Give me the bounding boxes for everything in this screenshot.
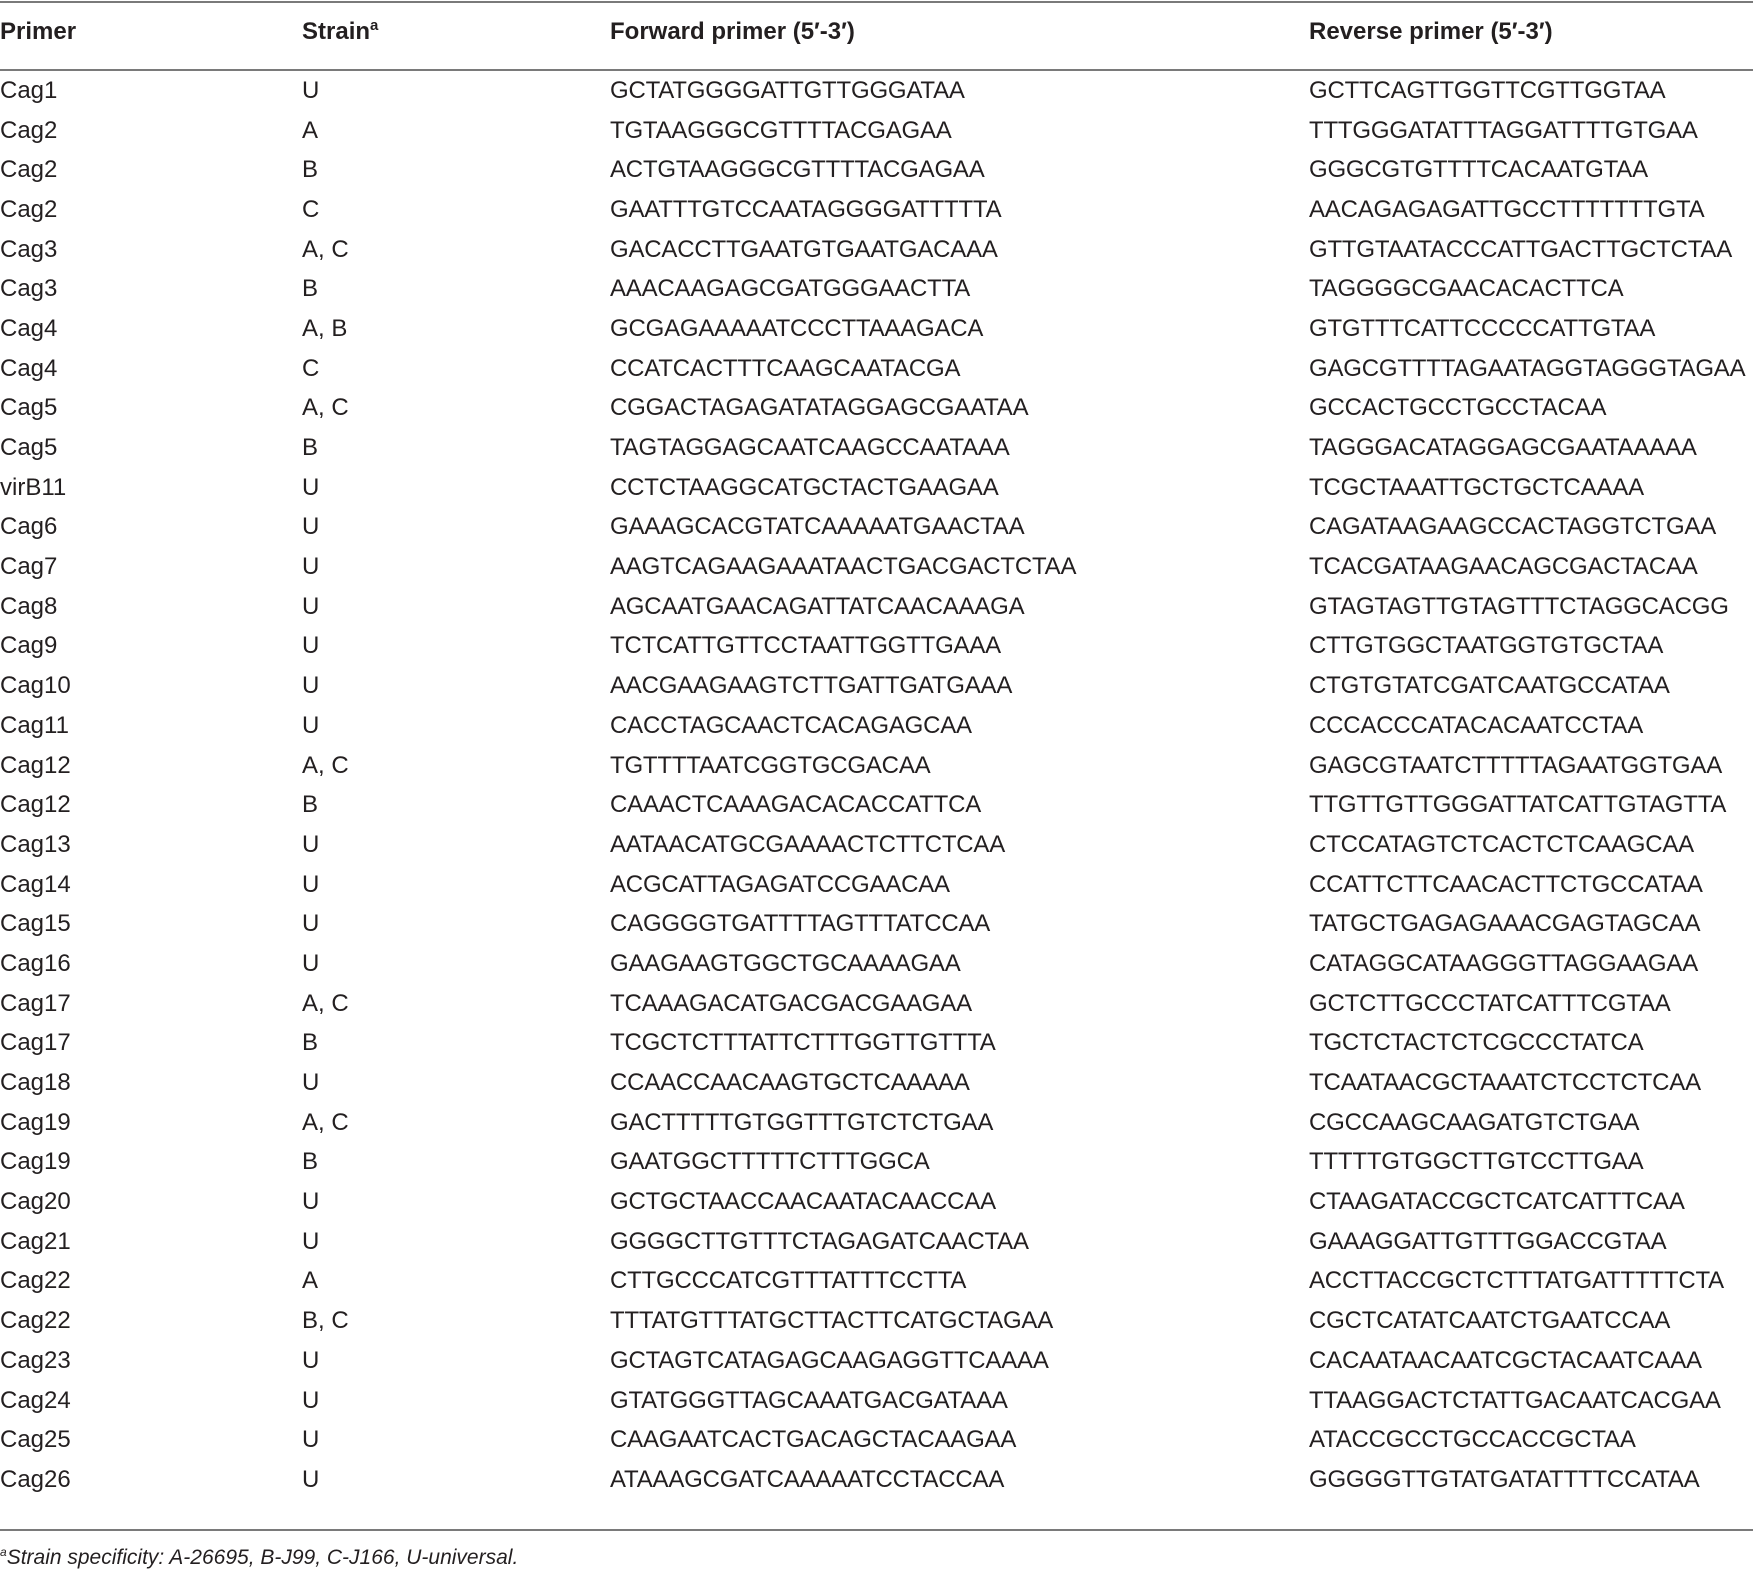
cell-primer: Cag22	[0, 1307, 71, 1335]
table-row	[0, 190, 1753, 230]
cell-primer: Cag4	[0, 354, 58, 382]
cell-forward-primer: GTATGGGTTAGCAAATGACGATAAA	[610, 1386, 1008, 1414]
cell-forward-primer: CTTGCCCATCGTTTATTTCCTTA	[610, 1267, 967, 1295]
cell-strain: U	[302, 513, 320, 541]
cell-forward-primer: TCGCTCTTTATTCTTTGGTTGTTTA	[610, 1029, 996, 1057]
cell-forward-primer: TGTTTTAATCGGTGCGACAA	[610, 751, 931, 779]
cell-reverse-primer: TTAAGGACTCTATTGACAATCACGAA	[1309, 1386, 1721, 1414]
cell-reverse-primer: CGCTCATATCAATCTGAATCCAA	[1309, 1307, 1671, 1335]
cell-strain: B	[302, 156, 319, 184]
table-row	[0, 1063, 1753, 1103]
header-primer: Primer	[0, 18, 77, 45]
table-row	[0, 468, 1753, 508]
cell-reverse-primer: AACAGAGAGATTGCCTTTTTTTGTA	[1309, 195, 1705, 223]
cell-reverse-primer: ATACCGCCTGCCACCGCTAA	[1309, 1426, 1636, 1454]
cell-primer: Cag5	[0, 394, 58, 422]
cell-primer: Cag26	[0, 1465, 71, 1493]
cell-primer: Cag19	[0, 1108, 71, 1136]
cell-forward-primer: CCTCTAAGGCATGCTACTGAAGAA	[610, 473, 999, 501]
cell-reverse-primer: TTGTTGTTGGGATTATCATTGTAGTTA	[1309, 791, 1727, 819]
cell-forward-primer: AACGAAGAAGTCTTGATTGATGAAA	[610, 672, 1013, 700]
table-row	[0, 1341, 1753, 1381]
cell-strain: B	[302, 275, 319, 303]
cell-forward-primer: TGTAAGGGCGTTTTACGAGAA	[610, 116, 952, 144]
cell-primer: Cag7	[0, 553, 58, 581]
cell-strain: B	[302, 1148, 319, 1176]
footnote-text: Strain specificity: A-26695, B-J99, C-J166, U-universal.	[6, 1546, 519, 1569]
cell-forward-primer: TAGTAGGAGCAATCAAGCCAATAAA	[610, 434, 1010, 462]
cell-reverse-primer: CCCACCCATACACAATCCTAA	[1309, 711, 1644, 739]
cell-strain: U	[302, 870, 320, 898]
cell-reverse-primer: CTAAGATACCGCTCATCATTTCAA	[1309, 1188, 1685, 1216]
cell-reverse-primer: GGGGGTTGTATGATATTTTCCATAA	[1309, 1465, 1700, 1493]
table-bottom-rule	[0, 1529, 1753, 1531]
table-row	[0, 706, 1753, 746]
cell-forward-primer: GACACCTTGAATGTGAATGACAAA	[610, 235, 998, 263]
table-row	[0, 1024, 1753, 1064]
table-row	[0, 746, 1753, 786]
table-row	[0, 785, 1753, 825]
cell-primer: Cag14	[0, 870, 71, 898]
table-row	[0, 1460, 1753, 1500]
table-row	[0, 1301, 1753, 1341]
cell-primer: Cag1	[0, 76, 58, 104]
cell-strain: U	[302, 1426, 320, 1454]
table-row	[0, 1222, 1753, 1262]
cell-forward-primer: TCAAAGACATGACGACGAAGAA	[610, 989, 972, 1017]
cell-reverse-primer: GAGCGTTTTAGAATAGGTAGGGTAGAA	[1309, 354, 1746, 382]
table-row	[0, 984, 1753, 1024]
cell-strain: U	[302, 1069, 320, 1097]
cell-reverse-primer: GTGTTTCATTCCCCCATTGTAA	[1309, 314, 1656, 342]
cell-strain: B	[302, 434, 319, 462]
footnote-marker: a	[0, 1545, 7, 1559]
cell-primer: Cag11	[0, 711, 69, 739]
cell-forward-primer: AGCAATGAACAGATTATCAACAAAGA	[610, 592, 1025, 620]
header-forward-primer: Forward primer (5′-3′)	[610, 18, 855, 45]
table-row	[0, 627, 1753, 667]
cell-forward-primer: ATAAAGCGATCAAAAATCCTACCAA	[610, 1465, 1005, 1493]
cell-reverse-primer: CACAATAACAATCGCTACAATCAAA	[1309, 1346, 1702, 1374]
cell-primer: Cag22	[0, 1267, 71, 1295]
cell-reverse-primer: GTTGTAATACCCATTGACTTGCTCTAA	[1309, 235, 1733, 263]
cell-strain: A, C	[302, 394, 349, 422]
cell-forward-primer: GGGGCTTGTTTCTAGAGATCAACTAA	[610, 1227, 1029, 1255]
cell-strain: U	[302, 1386, 320, 1414]
table-row	[0, 150, 1753, 190]
cell-reverse-primer: TCGCTAAATTGCTGCTCAAAA	[1309, 473, 1644, 501]
cell-reverse-primer: TTTTTGTGGCTTGTCCTTGAA	[1309, 1148, 1644, 1176]
cell-primer: Cag4	[0, 314, 58, 342]
cell-strain: C	[302, 195, 320, 223]
table-row	[0, 944, 1753, 984]
cell-forward-primer: ACGCATTAGAGATCCGAACAA	[610, 870, 950, 898]
table-row	[0, 428, 1753, 468]
cell-strain: U	[302, 1465, 320, 1493]
table-row	[0, 1143, 1753, 1183]
cell-reverse-primer: GCTCTTGCCCTATCATTTCGTAA	[1309, 989, 1671, 1017]
header-reverse-primer: Reverse primer (5′-3′)	[1309, 18, 1553, 45]
cell-reverse-primer: CATAGGCATAAGGGTTAGGAAGAA	[1309, 949, 1699, 977]
cell-primer: virB11	[0, 473, 67, 501]
cell-forward-primer: CAGGGGTGATTTTAGTTTATCCAA	[610, 910, 991, 938]
cell-strain: U	[302, 553, 320, 581]
cell-primer: Cag2	[0, 156, 58, 184]
cell-strain: U	[302, 1346, 320, 1374]
cell-reverse-primer: CCATTCTTCAACACTTCTGCCATAA	[1309, 870, 1703, 898]
cell-strain: U	[302, 1188, 320, 1216]
cell-forward-primer: GCTGCTAACCAACAATACAACCAA	[610, 1188, 996, 1216]
cell-reverse-primer: TCAATAACGCTAAATCTCCTCTCAA	[1309, 1069, 1701, 1097]
cell-forward-primer: AAGTCAGAAGAAATAACTGACGACTCTAA	[610, 553, 1077, 581]
cell-forward-primer: CGGACTAGAGATATAGGAGCGAATAA	[610, 394, 1029, 422]
cell-primer: Cag17	[0, 1029, 71, 1057]
cell-forward-primer: GCTAGTCATAGAGCAAGAGGTTCAAAA	[610, 1346, 1049, 1374]
cell-primer: Cag17	[0, 989, 71, 1017]
cell-primer: Cag15	[0, 910, 71, 938]
cell-forward-primer: GACTTTTTGTGGTTTGTCTCTGAA	[610, 1108, 994, 1136]
cell-strain: A, C	[302, 1108, 349, 1136]
cell-strain: B	[302, 791, 319, 819]
table-row	[0, 389, 1753, 429]
cell-primer: Cag18	[0, 1069, 71, 1097]
cell-strain: A	[302, 1267, 319, 1295]
cell-primer: Cag6	[0, 513, 58, 541]
cell-reverse-primer: CTGTGTATCGATCAATGCCATAA	[1309, 672, 1670, 700]
cell-reverse-primer: TAGGGGCGAACACACTTCA	[1309, 275, 1624, 303]
cell-forward-primer: GCGAGAAAAATCCCTTAAAGACA	[610, 314, 984, 342]
cell-forward-primer: CCAACCAACAAGTGCTCAAAAA	[610, 1069, 970, 1097]
cell-primer: Cag8	[0, 592, 58, 620]
cell-primer: Cag24	[0, 1386, 71, 1414]
cell-strain: A, C	[302, 751, 349, 779]
cell-reverse-primer: TATGCTGAGAGAAACGAGTAGCAA	[1309, 910, 1701, 938]
table-row	[0, 349, 1753, 389]
cell-primer: Cag13	[0, 830, 71, 858]
cell-strain: B, C	[302, 1307, 349, 1335]
cell-primer: Cag23	[0, 1346, 71, 1374]
table-row	[0, 825, 1753, 865]
table-row	[0, 547, 1753, 587]
cell-reverse-primer: TCACGATAAGAACAGCGACTACAA	[1309, 553, 1698, 581]
cell-forward-primer: TCTCATTGTTCCTAATTGGTTGAAA	[610, 632, 1001, 660]
cell-reverse-primer: CTCCATAGTCTCACTCTCAAGCAA	[1309, 830, 1694, 858]
table-row	[0, 1103, 1753, 1143]
cell-forward-primer: GAATGGCTTTTTCTTTGGCA	[610, 1148, 930, 1176]
cell-strain: U	[302, 910, 320, 938]
table-row	[0, 904, 1753, 944]
cell-strain: U	[302, 830, 320, 858]
cell-forward-primer: CAAGAATCACTGACAGCTACAAGAA	[610, 1426, 1017, 1454]
cell-forward-primer: TTTATGTTTATGCTTACTTCATGCTAGAA	[610, 1307, 1054, 1335]
cell-primer: Cag9	[0, 632, 58, 660]
table-row	[0, 587, 1753, 627]
cell-reverse-primer: CGCCAAGCAAGATGTCTGAA	[1309, 1108, 1640, 1136]
table-row	[0, 666, 1753, 706]
table-row	[0, 865, 1753, 905]
cell-strain: U	[302, 632, 320, 660]
cell-primer: Cag12	[0, 751, 71, 779]
cell-reverse-primer: TAGGGACATAGGAGCGAATAAAAA	[1309, 434, 1697, 462]
table-row	[0, 1420, 1753, 1460]
cell-reverse-primer: ACCTTACCGCTCTTTATGATTTTTCTA	[1309, 1267, 1724, 1295]
table-body	[0, 70, 1753, 1500]
cell-reverse-primer: GAAAGGATTGTTTGGACCGTAA	[1309, 1227, 1667, 1255]
cell-forward-primer: AAACAAGAGCGATGGGAACTTA	[610, 275, 971, 303]
cell-strain: U	[302, 711, 320, 739]
cell-strain: C	[302, 354, 320, 382]
cell-primer: Cag19	[0, 1148, 71, 1176]
header-strain: Strain$^a$	[302, 17, 379, 45]
cell-primer: Cag2	[0, 195, 58, 223]
cell-strain: A, C	[302, 989, 349, 1017]
cell-forward-primer: CACCTAGCAACTCACAGAGCAA	[610, 711, 972, 739]
cell-strain: U	[302, 672, 320, 700]
table-header-row	[0, 0, 1753, 70]
cell-reverse-primer: GAGCGTAATCTTTTTAGAATGGTGAA	[1309, 751, 1723, 779]
cell-strain: A	[302, 116, 319, 144]
cell-forward-primer: CAAACTCAAAGACACACCATTCA	[610, 791, 982, 819]
cell-reverse-primer: GCCACTGCCTGCCTACAA	[1309, 394, 1607, 422]
cell-strain: B	[302, 1029, 319, 1057]
table-row	[0, 1381, 1753, 1421]
cell-forward-primer: AATAACATGCGAAAACTCTTCTCAA	[610, 830, 1006, 858]
cell-forward-primer: GAAAGCACGTATCAAAAATGAACTAA	[610, 513, 1025, 541]
cell-strain: A, B	[302, 314, 348, 342]
cell-primer: Cag21	[0, 1227, 71, 1255]
cell-primer: Cag3	[0, 235, 58, 263]
cell-strain: U	[302, 1227, 320, 1255]
cell-forward-primer: GCTATGGGGATTGTTGGGATAA	[610, 76, 965, 104]
cell-reverse-primer: TTTGGGATATTTAGGATTTTGTGAA	[1309, 116, 1698, 144]
table-footnote	[0, 1546, 518, 1570]
cell-reverse-primer: GCTTCAGTTGGTTCGTTGGTAA	[1309, 76, 1666, 104]
table-row	[0, 309, 1753, 349]
cell-strain: U	[302, 949, 320, 977]
cell-forward-primer: CCATCACTTTCAAGCAATACGA	[610, 354, 961, 382]
cell-primer: Cag25	[0, 1426, 71, 1454]
cell-strain: U	[302, 473, 320, 501]
cell-primer: Cag2	[0, 116, 58, 144]
cell-strain: U	[302, 76, 320, 104]
table-row	[0, 508, 1753, 548]
table-row	[0, 1262, 1753, 1302]
header-strain-footnote-marker: a	[370, 17, 379, 34]
table-row	[0, 230, 1753, 270]
cell-primer: Cag5	[0, 434, 58, 462]
cell-reverse-primer: GGGCGTGTTTTCACAATGTAA	[1309, 156, 1648, 184]
cell-forward-primer: GAAGAAGTGGCTGCAAAAGAA	[610, 949, 961, 977]
cell-primer: Cag12	[0, 791, 71, 819]
cell-primer: Cag10	[0, 672, 71, 700]
cell-reverse-primer: CTTGTGGCTAATGGTGTGCTAA	[1309, 632, 1664, 660]
cell-reverse-primer: GTAGTAGTTGTAGTTTCTAGGCACGG	[1309, 592, 1729, 620]
cell-primer: Cag3	[0, 275, 58, 303]
cell-reverse-primer: CAGATAAGAAGCCACTAGGTCTGAA	[1309, 513, 1717, 541]
table-row	[0, 269, 1753, 309]
table-row	[0, 71, 1753, 111]
cell-primer: Cag16	[0, 949, 71, 977]
cell-strain: A, C	[302, 235, 349, 263]
cell-forward-primer: ACTGTAAGGGCGTTTTACGAGAA	[610, 156, 985, 184]
cell-strain: U	[302, 592, 320, 620]
cell-primer: Cag20	[0, 1188, 71, 1216]
table-row	[0, 111, 1753, 151]
cell-forward-primer: GAATTTGTCCAATAGGGGATTTTTA	[610, 195, 1002, 223]
cell-reverse-primer: TGCTCTACTCTCGCCCTATCA	[1309, 1029, 1644, 1057]
table-row	[0, 1182, 1753, 1222]
